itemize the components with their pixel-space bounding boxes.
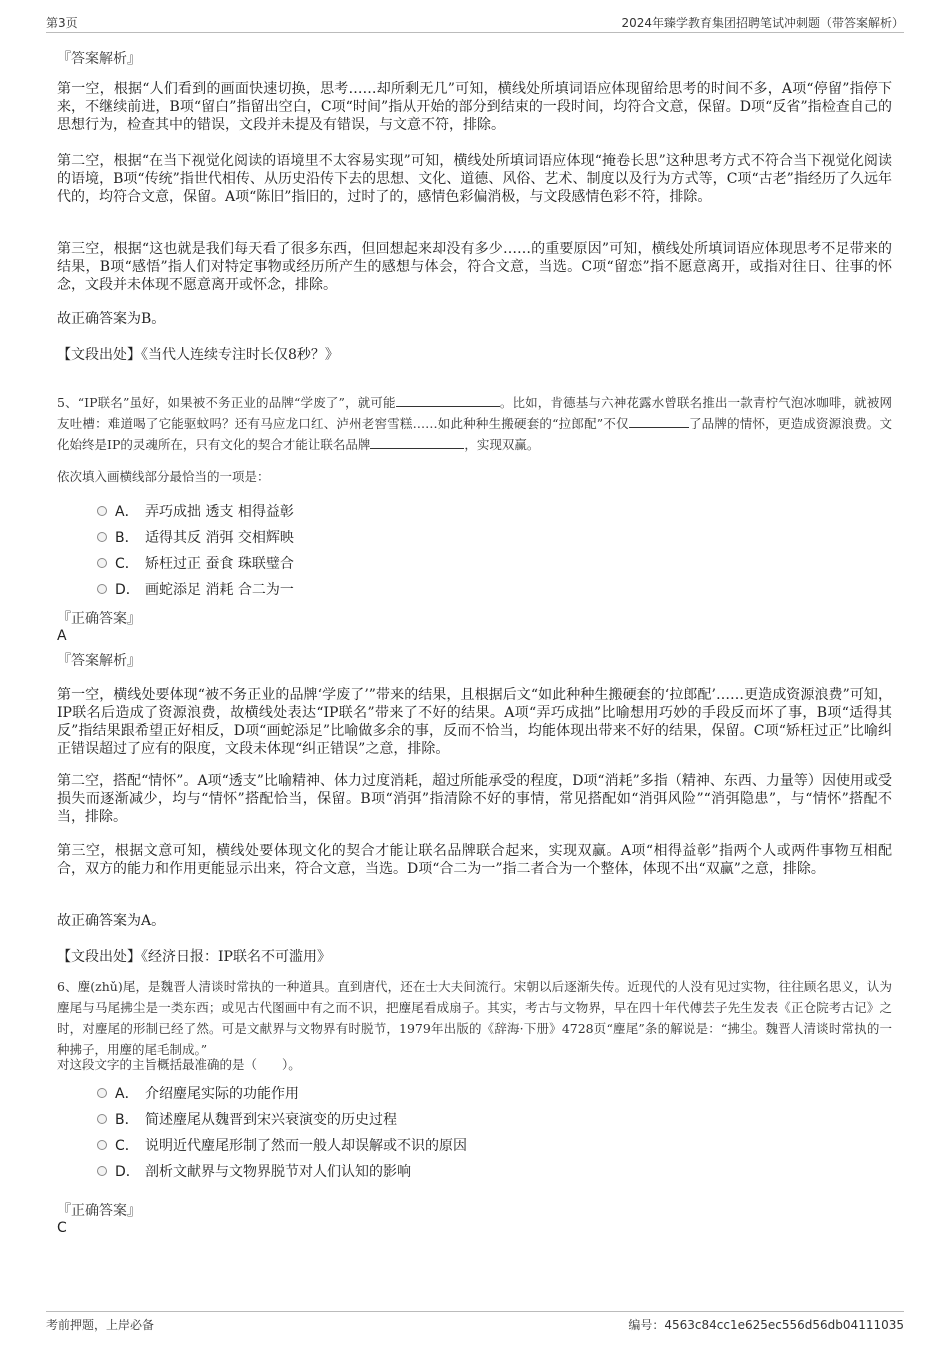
option-letter: A． (115, 1086, 139, 1102)
footer-serial: 编号：4563c84cc1e625ec556d56db04111035 (628, 1318, 904, 1332)
q5-option-a[interactable] (97, 498, 294, 524)
q6-options (97, 1080, 467, 1184)
option-text: 介绍麈尾实际的功能作用 (145, 1086, 299, 1102)
option-letter: A． (115, 504, 139, 520)
option-text: 剖析文献界与文物界脱节对人们认知的影响 (145, 1164, 411, 1180)
q5-answer-tag: 『正确答案』 (57, 611, 141, 627)
q4-analysis-tag: 『答案解析』 (57, 51, 141, 67)
q6-option-a[interactable] (97, 1080, 467, 1106)
q5-option-b[interactable] (97, 524, 294, 550)
q4-analysis-p3: 第三空，根据“这也就是我们每天看了很多东西，但回想起来却没有多少……的重要原因”可知，横线处所填词语应体现思考不足带来的结果，B项“感悟”指人们对特定事物或经历所产生的感想与体会，符合文意，当选。C项“留恋”指不愿意离开，或指对往日、往事的怀念，文段并未体现不愿意离开或怀念，排除。 (57, 241, 892, 293)
q5-prompt: 依次填入画横线部分最恰当的一项是： (57, 469, 270, 484)
q5-analysis-p2: 第二空，搭配“情怀”。A项“透支”比喻精神、体力过度消耗，超过所能承受的程度，D项“消耗”多指（精神、东西、力量等）因使用或受损失而逐渐减少，均与“情怀”搭配恰当，保留。B项“消弭”指清除不好的事情，常见搭配如“消弭风险”“消弭隐患”，与“情怀”搭配不当，排除。 (57, 773, 892, 825)
page-number: 第3页 (46, 16, 78, 30)
radio-icon[interactable] (97, 1140, 107, 1150)
q5-option-d[interactable] (97, 576, 294, 602)
blank-1 (396, 394, 500, 407)
option-text: 简述麈尾从魏晋到宋兴衰演变的历史过程 (145, 1112, 397, 1128)
option-text: 说明近代麈尾形制了然而一般人却误解或不识的原因 (145, 1138, 467, 1154)
option-text: 画蛇添足 消耗 合二为一 (145, 582, 294, 598)
page-footer (46, 1311, 904, 1336)
q5-analysis-p1: 第一空，横线处要体现“被不务正业的品牌‘学废了’”带来的结果，且根据后文“如此种种生搬硬套的‘拉郎配’……更造成资源浪费”可知，IP联名后造成了资源浪费，故横线处表达“IP联名”带来了不好的结果。A项“弄巧成拙”比喻想用巧妙的手段反而坏了事，B项“适得其反”指结果跟希望正好相反，D项“画蛇添足”比喻做多余的事，反而不恰当，均能体现出带来不好的结果，保留。C项“矫枉过正”比喻纠正错误超过了应有的限度，文段未体现“纠正错误”之意，排除。 (57, 687, 892, 757)
blank-2 (629, 415, 689, 428)
q5-stem-part-a: 5、“IP联名”虽好，如果被不务正业的品牌“学废了”，就可能 (57, 395, 396, 410)
option-letter: B． (115, 530, 139, 546)
q5-answer: A (57, 628, 67, 644)
radio-icon[interactable] (97, 558, 107, 568)
page-header (46, 14, 904, 33)
option-letter: C． (115, 1138, 139, 1154)
q5-analysis-tag: 『答案解析』 (57, 653, 141, 669)
option-text: 弄巧成拙 透支 相得益彰 (145, 504, 294, 520)
radio-icon[interactable] (97, 584, 107, 594)
q6-option-b[interactable] (97, 1106, 467, 1132)
q5-options (97, 498, 294, 602)
option-letter: B． (115, 1112, 139, 1128)
q6-prompt: 对这段文字的主旨概括最准确的是（ ）。 (57, 1057, 301, 1072)
q4-analysis-p2: 第二空，根据“在当下视觉化阅读的语境里不太容易实现”可知，横线处所填词语应体现“掩卷长思”这种思考方式不符合当下视觉化阅读的语境，B项“传统”指世代相传、从历史沿传下去的思想、文化、道德、风俗、艺术、制度以及行为方式等，C项“古老”指经历了久远年代的，均符合文意，保留。A项“陈旧”指旧的，过时了的，感情色彩偏消极，与文段感情色彩不符，排除。 (57, 153, 892, 205)
q4-conclusion: 故正确答案为B。 (57, 311, 166, 327)
q5-option-c[interactable] (97, 550, 294, 576)
q4-analysis-p1: 第一空，根据“人们看到的画面快速切换，思考……却所剩无几”可知，横线处所填词语应体现留给思考的时间不多，A项“停留”指停下来，不继续前进，B项“留白”指留出空白，C项“时间”指从开始的部分到结束的一段时间，均符合文意，保留。D项“反省”指检查自己的思想行为，检查其中的错误，文段并未提及有错误，与文意不符，排除。 (57, 81, 892, 133)
option-letter: D． (115, 1164, 140, 1180)
option-text: 适得其反 消弭 交相辉映 (145, 530, 294, 546)
radio-icon[interactable] (97, 506, 107, 516)
radio-icon[interactable] (97, 1166, 107, 1176)
q6-answer-tag: 『正确答案』 (57, 1203, 141, 1219)
q5-stem-part-b: 。比如，肯德基与六神花露水曾联名推出一款青柠气泡冰咖啡，就被网友吐槽：难道喝了它能驱蚊吗？还有马应龙口红、泸州老窖雪糕……如此种种生搬硬套的“拉郎配”不仅 (57, 395, 892, 431)
radio-icon[interactable] (97, 1088, 107, 1098)
option-letter: D． (115, 582, 140, 598)
q6-answer: C (57, 1220, 67, 1236)
q6-stem: 6、麈(zhǔ)尾，是魏晋人清谈时常执的一种道具。直到唐代，还在士大夫间流行。宋朝以后逐渐失传。近现代的人没有见过实物，往往顾名思义，认为麈尾与马尾拂尘是一类东西；或见古代图画中有之而不识，把麈尾看成扇子。其实，考古与文物界，早在四十年代傅芸子先生发表《正仓院考古记》之时，对麈尾的形制已经了然。可是文献界与文物界有时脱节，1979年出版的《辞海·下册》4728页“麈尾”条的解说是：“拂尘。魏晋人清谈时常执的一种拂子，用麈的尾毛制成。” (57, 979, 892, 1057)
radio-icon[interactable] (97, 532, 107, 542)
q5-source: 【文段出处】《经济日报：IP联名不可滥用》 (57, 949, 331, 965)
q6-option-d[interactable] (97, 1158, 467, 1184)
q5-conclusion: 故正确答案为A。 (57, 913, 166, 929)
blank-3 (370, 436, 464, 449)
document-title: 2024年臻学教育集团招聘笔试冲刺题（带答案解析） (621, 16, 904, 30)
footer-slogan: 考前押题，上岸必备 (46, 1318, 155, 1332)
q5-stem-part-d: ，实现双赢。 (464, 437, 540, 452)
q4-source: 【文段出处】《当代人连续专注时长仅8秒？》 (57, 347, 339, 363)
radio-icon[interactable] (97, 1114, 107, 1124)
q5-stem-part-c: 了品牌的情怀，更造成资源浪费。文化始终是IP的灵魂所在，只有文化的契合才能让联名品牌 (57, 416, 892, 452)
q6-option-c[interactable] (97, 1132, 467, 1158)
q5-analysis-p3: 第三空，根据文意可知，横线处要体现文化的契合才能让联名品牌联合起来，实现双赢。A项“相得益彰”指两个人或两件事物互相配合，双方的能力和作用更能显示出来，符合文意，当选。D项“合二为一”指二者合为一个整体，体现不出“双赢”之意，排除。 (57, 843, 892, 877)
option-letter: C． (115, 556, 139, 572)
q5-stem (57, 392, 892, 455)
option-text: 矫枉过正 蚕食 珠联璧合 (145, 556, 294, 572)
